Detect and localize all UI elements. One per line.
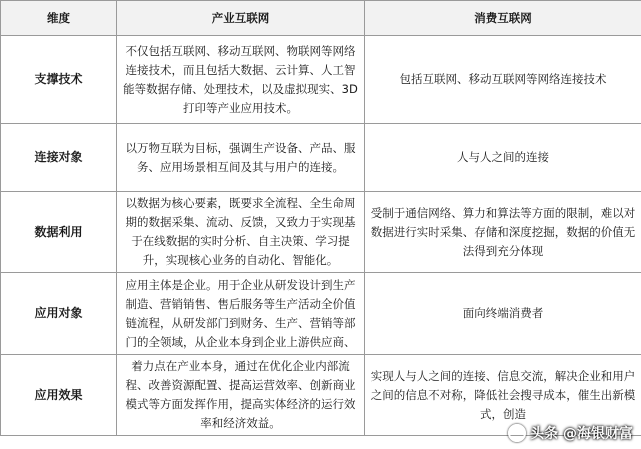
row-label: 应用对象 — [1, 273, 117, 355]
industrial-cell: 应用主体是企业。用于企业从研发设计到生产制造、营销销售、售后服务等生产活动全价值链流程，从研发部门到财务、生产、营销等部门的全领域，从企业本身到企业上游供应商、 — [117, 273, 365, 355]
industrial-cell: 不仅包括互联网、移动互联网、物联网等网络连接技术，而且包括大数据、云计算、人工智能等数据存储、处理技术，以及虚拟现实、3D打印等产业应用技术。 — [117, 36, 365, 124]
consumer-cell: 受制于通信网络、算力和算法等方面的限制，难以对数据进行实时采集、存储和深度挖掘，数据的价值无法得到充分体现 — [365, 192, 641, 273]
industrial-cell: 以万物互联为目标，强调生产设备、产品、服务、应用场景相互间及其与用户的连接。 — [117, 124, 365, 192]
consumer-cell: 人与人之间的连接 — [365, 124, 641, 192]
consumer-cell: 面向终端消费者 — [365, 273, 641, 355]
header-consumer-internet: 消费互联网 — [365, 1, 641, 36]
header-dimension: 维度 — [1, 1, 117, 36]
table-row — [1, 36, 641, 124]
header-industrial-internet: 产业互联网 — [117, 1, 365, 36]
header-row — [1, 1, 641, 36]
consumer-cell: 实现人与人之间的连接、信息交流，解决企业和用户之间的信息不对称，降低社会搜寻成本，催生出新模式，创造 — [365, 355, 641, 436]
row-label: 连接对象 — [1, 124, 117, 192]
table-row — [1, 273, 641, 355]
row-label: 数据利用 — [1, 192, 117, 273]
row-label: 应用效果 — [1, 355, 117, 436]
table-row — [1, 124, 641, 192]
watermark-text: 头条 @海银财富 — [530, 426, 633, 442]
table-row — [1, 192, 641, 273]
consumer-cell: 包括互联网、移动互联网等网络连接技术 — [365, 36, 641, 124]
industrial-cell: 着力点在产业本身，通过在优化企业内部流程、改善资源配置、提高运营效率、创新商业模式等方面发挥作用，提高实体经济的运行效率和经济效益。 — [117, 355, 365, 436]
row-label: 支撑技术 — [1, 36, 117, 124]
watermark-logo-icon — [508, 424, 526, 442]
industrial-cell: 以数据为核心要素，既要求全流程、全生命周期的数据采集、流动、反馈，又致力于实现基于在线数据的实时分析、自主决策、学习提升，实现核心业务的自动化、智能化。 — [117, 192, 365, 273]
watermark — [508, 423, 633, 443]
